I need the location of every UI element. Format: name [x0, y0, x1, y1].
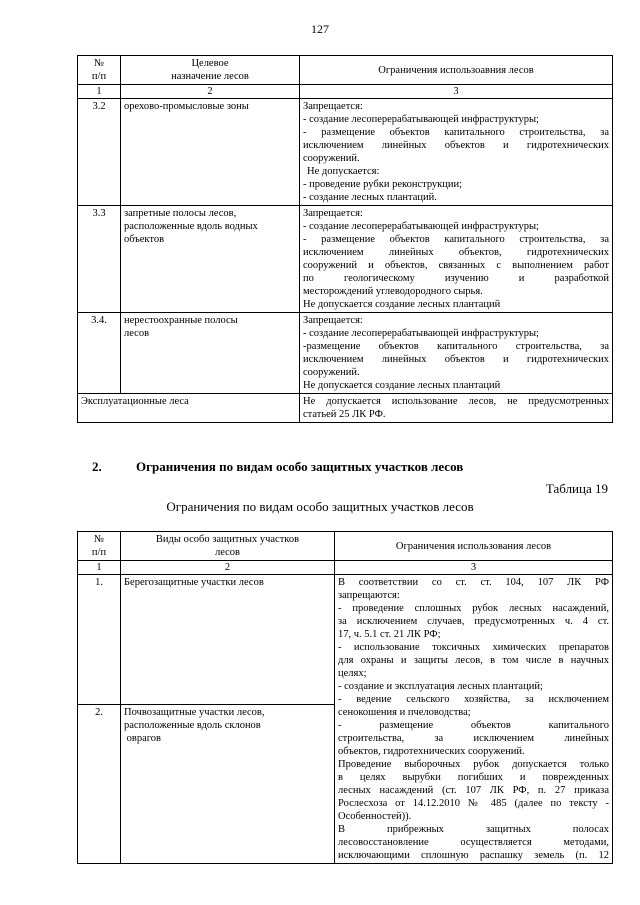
table-title: Ограничения по видам особо защитных участков лесов — [166, 499, 474, 514]
section-title: Ограничения по видам особо защитных участков лесов — [136, 459, 464, 474]
header-purpose: Целевое назначение лесов — [121, 56, 300, 85]
table-index-row — [78, 561, 613, 575]
row-area-type: Берегозащитные участки лесов — [121, 575, 335, 705]
row-number: 2. — [78, 705, 121, 864]
row-purpose: орехово-промысловые зоны — [121, 99, 300, 206]
index-cell: 2 — [121, 85, 300, 99]
row-restrictions: Запрещается: - создание лесоперерабатывающей инфраструктуры; -размещение объектов капитального строительства, за исключением линейных объектов и гидротехнических сооружений. Не допускается создание лесных плантаций — [300, 313, 613, 394]
row-number: 3.3 — [78, 206, 121, 313]
row-purpose: нерестоохранные полосы лесов — [121, 313, 300, 394]
section-heading — [92, 459, 463, 475]
row-area-type: Почвозащитные участки лесов, расположенные вдоль склонов оврагов — [121, 705, 335, 864]
header-area-type: Виды особо защитных участков лесов — [121, 532, 335, 561]
row-restrictions: Не допускается использование лесов, не предусмотренных статьей 25 ЛК РФ. — [300, 394, 613, 423]
table-row — [78, 313, 613, 394]
protective-areas-table — [77, 531, 613, 864]
table-label: Таблица 19 — [545, 481, 608, 496]
row-purpose: запретные полосы лесов, расположенные вдоль водных объектов — [121, 206, 300, 313]
page-number: 127 — [311, 22, 329, 36]
header-number: № п/п — [78, 56, 121, 85]
table-header-row — [78, 532, 613, 561]
index-cell: 1 — [78, 561, 121, 575]
row-number: 1. — [78, 575, 121, 705]
row-restrictions: Запрещается: - создание лесоперерабатывающей инфраструктуры; - размещение объектов капитального строительства, за исключением линейных объектов, гидротехнических сооружений и объектов, связанных с выполнением работ по геологическому изучению и разработкой месторождений углеводородного сырья. Не допускается создание лесных плантаций — [300, 206, 613, 313]
index-cell: 3 — [300, 85, 613, 99]
table-index-row — [78, 85, 613, 99]
table-row — [78, 206, 613, 313]
table-row — [78, 394, 613, 423]
header-number: № п/п — [78, 532, 121, 561]
index-cell: 3 — [335, 561, 613, 575]
row-restrictions: В соответствии со ст. ст. 104, 107 ЛК РФ запрещаются: - проведение сплошных рубок лесных насаждений, за исключением случаев, предусмотренных ч. 4 ст. 17, ч. 5.1 ст. 21 ЛК РФ; - использование токсичных химических препаратов для охраны и защиты лесов, в том числе в научных целях; - создание и эксплуатация лесных плантаций; - ведение сельского хозяйства, за исключением сенокошения и пчеловодства; - размещение объектов капитального строительства, за исключением линейных объектов, гидротехнических сооружений. Проведение выборочных рубок допускается только в целях вырубки погибших и поврежденных лесных насаждений (ст. 107 ЛК РФ, п. 27 приказа Рослесхоза от 14.12.2010 № 485 (далее по тексту - Особенностей)). В прибрежных защитных полосах лесовосстановление осуществляется методами, исключающими сплошную распашку земель (п. 12 — [335, 575, 613, 864]
table-header-row — [78, 56, 613, 85]
index-cell: 2 — [121, 561, 335, 575]
table-row — [78, 575, 613, 705]
table-row — [78, 99, 613, 206]
row-number: 3.4. — [78, 313, 121, 394]
header-restrictions: Ограничения использоавния лесов — [300, 56, 613, 85]
row-restrictions: Запрещается: - создание лесоперерабатывающей инфраструктуры; - размещение объектов капитального строительства, за исключением линейных объектов и гидротехнических сооружений. Не допускается: - проведение рубки реконструкции; - создание лесных плантаций. — [300, 99, 613, 206]
row-purpose: Эксплуатационные леса — [78, 394, 300, 423]
forest-restrictions-table — [77, 55, 613, 423]
header-restrictions: Ограничения использования лесов — [335, 532, 613, 561]
index-cell: 1 — [78, 85, 121, 99]
row-number: 3.2 — [78, 99, 121, 206]
section-number: 2. — [92, 459, 102, 474]
